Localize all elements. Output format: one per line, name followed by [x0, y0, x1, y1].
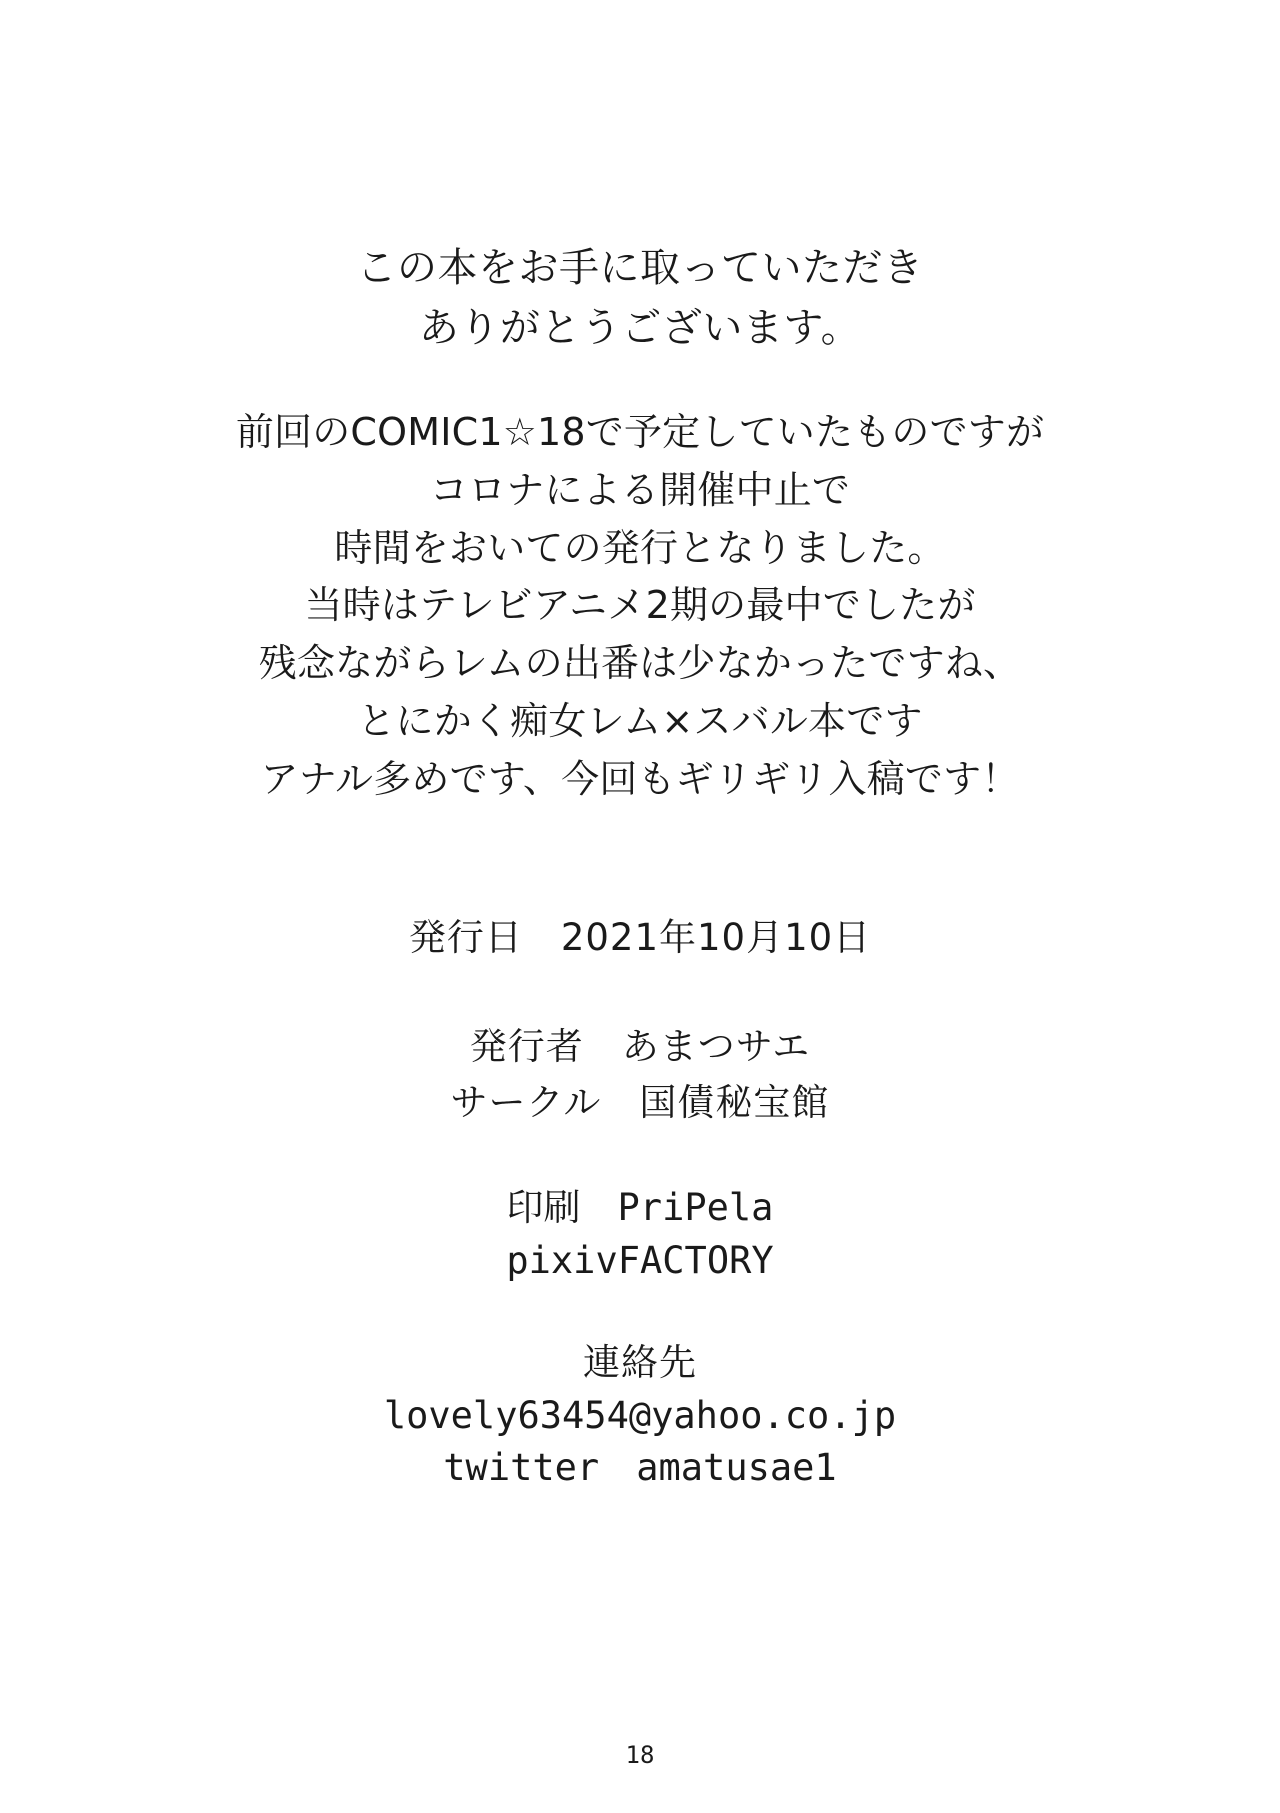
- page-number: 18: [625, 1741, 655, 1769]
- printing-label: 印刷: [506, 1186, 581, 1230]
- afterword-line-1: 前回のCOMIC1☆18で予定していたものですが: [235, 410, 1045, 454]
- afterword-line-2: コロナによる開催中止で: [429, 467, 851, 512]
- greeting-line-1: この本をお手に取っていただき: [356, 245, 924, 291]
- contact-email: lovely63454@yahoo.co.jp: [383, 1393, 897, 1437]
- afterword-line-7: アナル多めです、今回もギリギリ入稿です！: [260, 756, 1020, 801]
- circle-name: サークル 国債秘宝館: [450, 1080, 830, 1124]
- publication-date: 発行日 2021年10月10日: [408, 916, 872, 960]
- afterword-text: [236, 404, 1044, 808]
- afterword-line-5: 残念ながらレムの出番は少なかったですね、: [258, 641, 1022, 685]
- printing-name: PriPela: [617, 1186, 774, 1230]
- afterword-line-4: 当時はテレビアニメ2期の最中でしたが: [304, 583, 976, 628]
- afterword-line-6: とにかく痴女レム×スバル本です: [357, 698, 923, 743]
- contact-twitter: twitter amatusae1: [443, 1446, 837, 1490]
- printing-line: [506, 1182, 773, 1235]
- printing-service: pixivFACTORY: [506, 1238, 774, 1282]
- greeting-line-2: ありがとうございます。: [418, 305, 862, 351]
- publisher-name: 発行者 あまつサエ: [469, 1025, 811, 1069]
- afterword-line-3: 時間をおいての発行となりました。: [334, 525, 946, 570]
- contact-info: [384, 1337, 896, 1495]
- printing-info: [506, 1182, 773, 1287]
- contact-label: 連絡先: [582, 1341, 697, 1385]
- publisher-info: [451, 1019, 830, 1130]
- greeting-message: [357, 238, 924, 358]
